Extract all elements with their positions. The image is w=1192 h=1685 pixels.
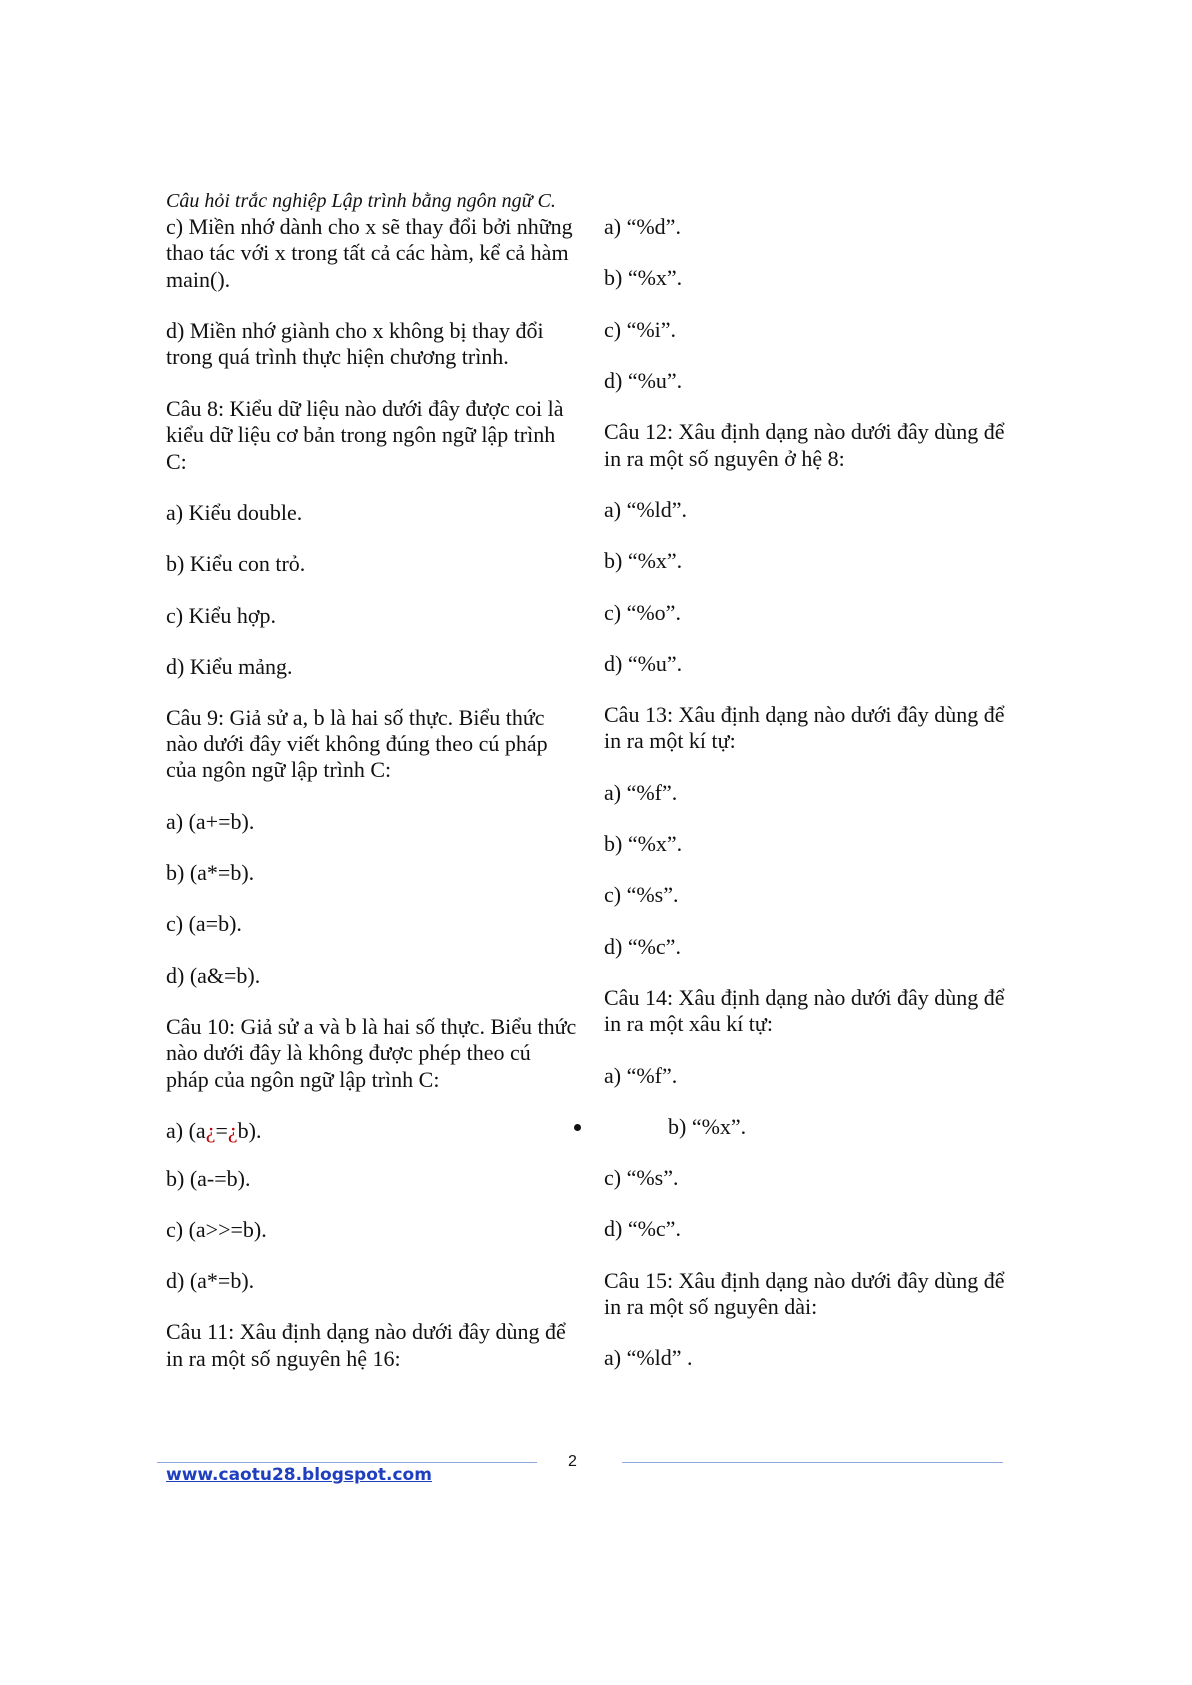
q14-option-b: b) “%x”. (668, 1114, 747, 1139)
q13-option-c: c) “%s”. (604, 882, 679, 907)
q14-question-line2: in ra một xâu kí tự: (604, 1011, 773, 1036)
q8-option-a: a) Kiểu double. (166, 500, 303, 525)
page-number: 2 (568, 1453, 577, 1470)
q12-question-line2: in ra một số nguyên ở hệ 8: (604, 446, 845, 471)
q10-option-a-mark1: ¿ (205, 1118, 216, 1143)
q10-question-line3: pháp của ngôn ngữ lập trình C: (166, 1067, 440, 1092)
q10-option-d: d) (a*=b). (166, 1268, 255, 1293)
q15-option-a: a) “%ld” . (604, 1345, 693, 1370)
q8-question-line2: kiểu dữ liệu cơ bản trong ngôn ngữ lập trình (166, 422, 556, 447)
q11-question-line2: in ra một số nguyên hệ 16: (166, 1346, 401, 1371)
page-header: Câu hỏi trắc nghiệp Lập trình bằng ngôn ngữ C. (166, 190, 556, 212)
q8-question-line3: C: (166, 449, 187, 474)
q14-option-d: d) “%c”. (604, 1216, 681, 1241)
q10-option-a-mid: = (215, 1118, 228, 1143)
q9-question-line3: của ngôn ngữ lập trình C: (166, 757, 392, 782)
q14-option-c: c) “%s”. (604, 1165, 679, 1190)
q10-question-line2: nào dưới đây là không được phép theo cú (166, 1040, 531, 1065)
q14-question-line1: Câu 14: Xâu định dạng nào dưới đây dùng để (604, 985, 1005, 1010)
q15-question-line2: in ra một số nguyên dài: (604, 1294, 818, 1319)
q9-option-a: a) (a+=b). (166, 809, 255, 834)
footer-rule-left (157, 1462, 537, 1463)
q9-option-c: c) (a=b). (166, 911, 242, 936)
q10-option-a-mark2: ¿ (227, 1118, 238, 1143)
q12-question-line1: Câu 12: Xâu định dạng nào dưới đây dùng để (604, 419, 1005, 444)
q15-question-line1: Câu 15: Xâu định dạng nào dưới đây dùng để (604, 1268, 1005, 1293)
q11-option-b: b) “%x”. (604, 265, 683, 290)
q13-option-a: a) “%f”. (604, 780, 678, 805)
q9-option-b: b) (a*=b). (166, 860, 255, 885)
q7-option-d-line2: trong quá trình thực hiện chương trình. (166, 344, 509, 369)
q10-option-c: c) (a>>=b). (166, 1217, 267, 1242)
q10-question-line1: Câu 10: Giả sử a và b là hai số thực. Biểu thức (166, 1014, 577, 1039)
q10-option-a-prefix: a) (a (166, 1118, 206, 1143)
q11-question-line1: Câu 11: Xâu định dạng nào dưới đây dùng để (166, 1319, 566, 1344)
q7-option-c-line3: main(). (166, 267, 231, 292)
q12-option-b: b) “%x”. (604, 548, 683, 573)
q12-option-a: a) “%ld”. (604, 497, 688, 522)
q11-option-d: d) “%u”. (604, 368, 683, 393)
q8-option-c: c) Kiểu hợp. (166, 603, 276, 628)
q7-option-c-line2: thao tác với x trong tất cả các hàm, kể cả hàm (166, 240, 569, 265)
q9-question-line2: nào dưới đây viết không đúng theo cú pháp (166, 731, 548, 756)
q11-option-c: c) “%i”. (604, 317, 677, 342)
q9-question-line1: Câu 9: Giả sử a, b là hai số thực. Biểu thức (166, 705, 545, 730)
q7-option-c-line1: c) Miền nhớ dành cho x sẽ thay đổi bởi những (166, 214, 573, 239)
bullet-icon (574, 1124, 581, 1131)
q13-option-b: b) “%x”. (604, 831, 683, 856)
q12-option-d: d) “%u”. (604, 651, 683, 676)
website-link[interactable]: www.caotu28.blogspot.com (166, 1465, 432, 1485)
q10-option-a-suffix: b). (237, 1118, 262, 1143)
q13-option-d: d) “%c”. (604, 934, 681, 959)
q8-option-b: b) Kiểu con trỏ. (166, 551, 306, 576)
q9-option-d: d) (a&=b). (166, 963, 261, 988)
q11-option-a: a) “%d”. (604, 214, 681, 239)
q14-option-a: a) “%f”. (604, 1063, 678, 1088)
q13-question-line1: Câu 13: Xâu định dạng nào dưới đây dùng để (604, 702, 1005, 727)
q13-question-line2: in ra một kí tự: (604, 728, 736, 753)
q10-option-a (166, 1118, 261, 1144)
q12-option-c: c) “%o”. (604, 600, 681, 625)
q8-option-d: d) Kiểu mảng. (166, 654, 293, 679)
q10-option-b: b) (a-=b). (166, 1166, 251, 1191)
q7-option-d-line1: d) Miền nhớ giành cho x không bị thay đổi (166, 318, 544, 343)
footer-rule-right (622, 1462, 1003, 1463)
q8-question-line1: Câu 8: Kiểu dữ liệu nào dưới đây được coi là (166, 396, 564, 421)
